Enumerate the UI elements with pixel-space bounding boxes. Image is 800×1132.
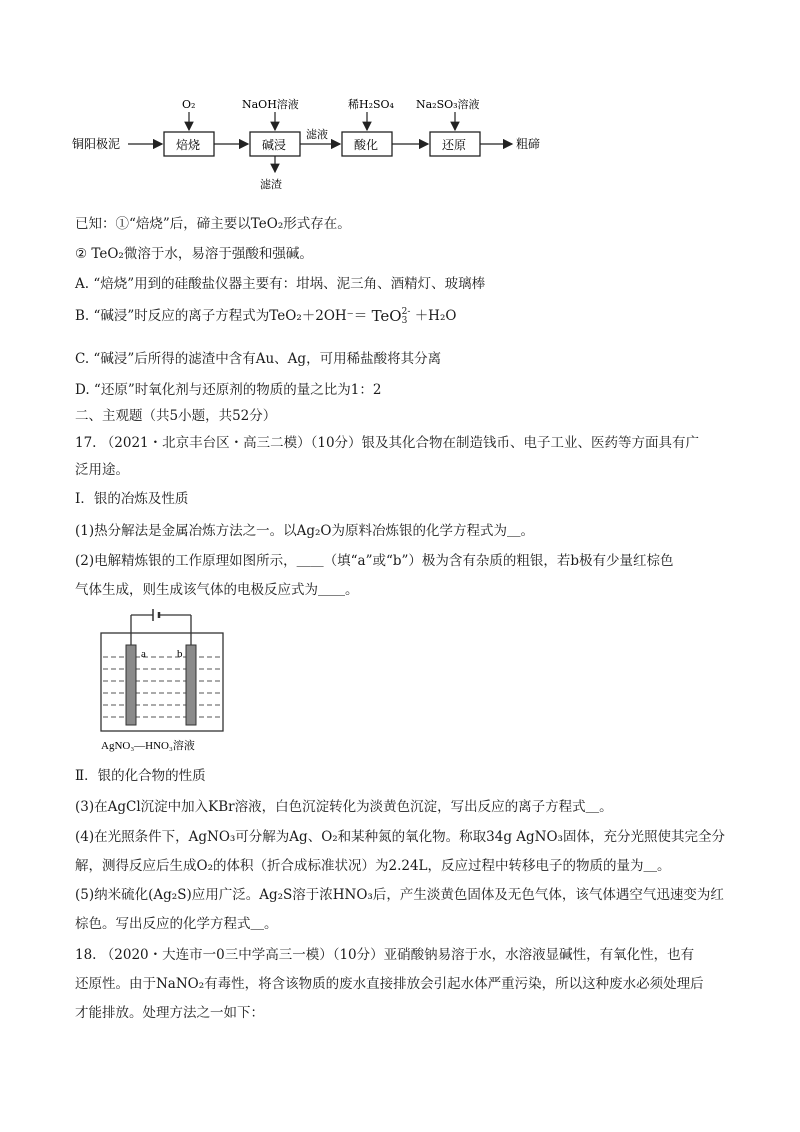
q17-sub-3: (3)在AgCl沉淀中加入KBr溶液，白色沉淀转化为淡黄色沉淀，写出反应的离子方程式＿。 xyxy=(75,799,613,815)
electrolysis-cell-diagram xyxy=(95,605,235,755)
flow-step-1: 焙烧 xyxy=(176,138,201,152)
q18-stem-line-2: 还原性。由于NaNO₂有毒性，将含该物质的废水直接排放会引起水体严重污染，所以这种废水必须处理后 xyxy=(75,976,704,992)
flow-input-4: Na₂SO₃溶液 xyxy=(416,98,480,111)
tellurite-ion: TeO 2- 3 xyxy=(371,307,411,326)
q17-sub-4-line-1: (4)在光照条件下，AgNO₃可分解为Ag、O₂和某种氮的氧化物。称取34g AgNO₃固体，充分光照使其完全分 xyxy=(75,829,725,845)
flow-step-2: 碱浸 xyxy=(262,138,287,152)
q17-sub-5-line-1: (5)纳米硫化(Ag₂S)应用广泛。Ag₂S溶于浓HNO₃后，产生淡黄色固体及无色气体，该气体遇空气迅速变为红 xyxy=(75,887,724,903)
q18-stem-line-1: 18. （2020・大连市一0三中学高三一模）（10分）亚硝酸钠易溶于水，水溶液显碱性，有氧化性，也有 xyxy=(75,947,695,963)
known-line-2: ② TeO₂微溶于水，易溶于强酸和强碱。 xyxy=(75,246,313,262)
flow-step-3: 酸化 xyxy=(354,138,379,152)
known-line-1: 已知：①“焙烧”后，碲主要以TeO₂形式存在。 xyxy=(75,216,351,232)
q17-part-2: Ⅱ．银的化合物的性质 xyxy=(75,768,206,784)
flow-filtrate-label: 滤液 xyxy=(306,128,328,141)
electrode-b xyxy=(186,645,196,725)
flow-step-4: 还原 xyxy=(442,138,467,152)
option-b-text: B. “碱浸”时反应的离子方程式为TeO₂＋2OH⁻＝ xyxy=(75,308,368,324)
cell-caption: AgNO₃—HNO₃溶液 xyxy=(101,740,195,752)
process-flowchart xyxy=(70,92,570,192)
option-b-tail: ＋H₂O xyxy=(414,308,457,324)
flow-input-3: 稀H₂SO₄ xyxy=(348,98,394,111)
flow-end-label: 粗碲 xyxy=(516,137,541,151)
q17-part-1: Ⅰ．银的冶炼及性质 xyxy=(75,491,189,507)
q17-sub-5-line-2: 棕色。写出反应的化学方程式＿。 xyxy=(75,916,278,932)
flow-start-label: 铜阳极泥 xyxy=(72,137,121,151)
q17-sub-2-line-1: (2)电解精炼银的工作原理如图所示，＿＿（填“a”或“b”）极为含有杂质的粗银，若b极有少量红棕色 xyxy=(75,553,674,569)
q18-stem-line-3: 才能排放。处理方法之一如下： xyxy=(75,1005,264,1021)
q17-sub-4-line-2: 解，测得反应后生成O₂的体积（折合成标准状况）为2.24L，反应过程中转移电子的物质的量为＿。 xyxy=(75,858,671,874)
q17-stem-line-2: 泛用途。 xyxy=(75,462,129,478)
option-c: C. “碱浸”后所得的滤渣中含有Au、Ag，可用稀盐酸将其分离 xyxy=(75,351,442,367)
option-a: A. “焙烧”用到的硅酸盐仪器主要有：坩埚、泥三角、酒精灯、玻璃棒 xyxy=(75,276,486,292)
electrode-a-label: a xyxy=(141,648,146,660)
electrode-a xyxy=(126,645,136,725)
option-b xyxy=(75,304,456,326)
q17-sub-1: (1)热分解法是金属冶炼方法之一。以Ag₂O为原料冶炼银的化学方程式为＿。 xyxy=(75,523,534,539)
option-d: D. “还原”时氧化剂与还原剂的物质的量之比为1：2 xyxy=(75,382,382,398)
q17-sub-2-line-2: 气体生成，则生成该气体的电极反应式为＿＿。 xyxy=(75,582,359,598)
section-heading: 二、主观题（共5小题，共52分） xyxy=(75,408,277,424)
flow-input-1: O₂ xyxy=(182,98,196,111)
q17-stem-line-1: 17. （2021・北京丰台区・高三二模）（10分）银及其化合物在制造钱币、电子工业、医药等方面具有广 xyxy=(75,435,700,451)
flow-input-2: NaOH溶液 xyxy=(242,98,299,111)
flow-residue-label: 滤渣 xyxy=(260,178,282,191)
electrode-b-label: b xyxy=(177,648,183,660)
